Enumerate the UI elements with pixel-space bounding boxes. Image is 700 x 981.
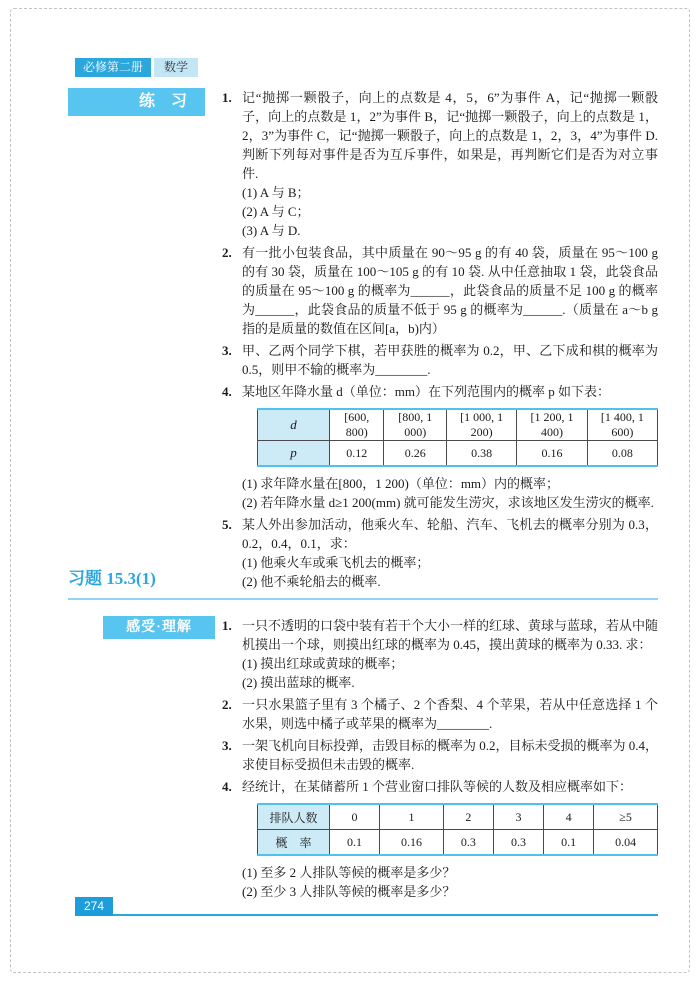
problem-number: 2. xyxy=(222,697,232,712)
problem-text: 有一批小包装食品，其中质量在 90～95 g 的有 40 袋，质量在 95～100 g 的有 30 袋，质量在 100～105 g 的有 10 袋. 从中任意抽取 1 袋，此袋食品的质量在 95～100 g 的概率为______，此袋食品的质量不足 100 g 的概率为______，此袋食品的质量不低于 95 g 的概率为______.（质量在 a～b g 指的是质量的数值在区间[a，b)内） xyxy=(242,245,658,336)
problem-number: 3. xyxy=(222,343,232,358)
series-badge: 必修第二册 xyxy=(75,58,151,77)
table-cell: 3 xyxy=(493,804,543,830)
table-row-header: d xyxy=(258,409,330,441)
problem-item xyxy=(222,616,658,692)
problem-text: 经统计，在某储蓄所 1 个营业窗口排队等候的人数及相应概率如下： xyxy=(242,779,633,794)
table-row-header: 概 率 xyxy=(258,830,330,856)
problem-item xyxy=(222,243,658,338)
table-cell: 0.38 xyxy=(447,441,517,467)
problem-body xyxy=(242,777,658,901)
page-footer xyxy=(75,897,658,916)
table-row-header: p xyxy=(258,441,330,467)
table-cell: 0.16 xyxy=(517,441,587,467)
footer-rule xyxy=(113,914,658,916)
exercise-row xyxy=(68,616,658,904)
table-cell: [1 400, 1 600) xyxy=(587,409,657,441)
problem-body xyxy=(242,341,658,379)
table-cell: [1 000, 1 200) xyxy=(447,409,517,441)
table-cell: 0 xyxy=(330,804,380,830)
problem-text: (1) 至多 2 人排队等候的概率是多少？ xyxy=(242,865,456,880)
table-row xyxy=(258,441,658,467)
practice-section-label: 练 习 xyxy=(68,88,205,116)
exercise-label-column xyxy=(68,616,215,904)
problem-body xyxy=(242,382,658,512)
problem-body xyxy=(242,243,658,338)
problem-text: 一架飞机向目标投弹，击毁目标的概率为 0.2，目标未受损的概率为 0.4，求使目标受损但未击毁的概率. xyxy=(242,738,659,772)
problem-text: (1) A 与 B； xyxy=(242,185,310,200)
table-cell: ≥5 xyxy=(594,804,658,830)
problem-text: 甲、乙两个同学下棋，若甲获胜的概率为 0.2，甲、乙下成和棋的概率为 0.5，则甲不输的概率为________. xyxy=(242,343,658,377)
subject-badge: 数学 xyxy=(154,58,198,77)
table-cell: 0.3 xyxy=(493,830,543,856)
table-cell: 0.1 xyxy=(330,830,380,856)
problem-item xyxy=(222,695,658,733)
table-cell: 0.08 xyxy=(587,441,657,467)
rainfall-probability-table xyxy=(257,408,658,467)
practice-label-column xyxy=(68,88,205,116)
problem-item xyxy=(222,777,658,901)
problem-number: 1. xyxy=(222,618,232,633)
problem-text: (3) A 与 D. xyxy=(242,223,301,238)
table-cell: [800, 1 000) xyxy=(384,409,447,441)
page-number: 274 xyxy=(75,897,113,916)
problem-item xyxy=(222,88,658,240)
problem-number: 2. xyxy=(222,245,232,260)
problem-item xyxy=(222,382,658,512)
problem-number: 4. xyxy=(222,384,232,399)
problem-text: 一只不透明的口袋中装有若干个大小一样的红球、黄球与蓝球，若从中随机摸出一个球，则摸出红球的概率为 0.45，摸出黄球的概率为 0.33. 求： xyxy=(242,618,659,652)
problem-text: (1) 摸出红球或黄球的概率； xyxy=(242,656,404,671)
table-cell: [600, 800) xyxy=(330,409,384,441)
problem-text: (2) 至少 3 人排队等候的概率是多少？ xyxy=(242,884,456,899)
queue-probability-table xyxy=(257,803,658,856)
problem-body xyxy=(242,736,658,774)
table-cell: 1 xyxy=(380,804,444,830)
problem-text: 某人外出参加活动，他乘火车、轮船、汽车、飞机去的概率分别为 0.3，0.2，0.4，0.1，求： xyxy=(242,517,658,551)
exercise-sublabel: 感受·理解 xyxy=(103,616,215,639)
page-header-badges xyxy=(75,58,198,77)
problem-body xyxy=(242,616,658,692)
problem-text: 一只水果篮子里有 3 个橘子、2 个香梨、4 个苹果，若从中任意选择 1 个水果，则选中橘子或苹果的概率为________. xyxy=(242,697,658,731)
table-cell: 0.1 xyxy=(544,830,594,856)
problem-text: (2) A 与 C； xyxy=(242,204,310,219)
problem-number: 5. xyxy=(222,517,232,532)
problem-number: 3. xyxy=(222,738,232,753)
table-cell: 0.04 xyxy=(594,830,658,856)
problem-body xyxy=(242,88,658,240)
table-cell: 2 xyxy=(443,804,493,830)
problem-text: 某地区年降水量 d（单位：mm）在下列范围内的概率 p 如下表： xyxy=(242,384,610,399)
table-cell: 0.26 xyxy=(384,441,447,467)
problem-number: 4. xyxy=(222,779,232,794)
problem-item xyxy=(222,341,658,379)
table-cell: 0.12 xyxy=(330,441,384,467)
problem-text: (1) 他乘火车或乘飞机去的概率； xyxy=(242,555,430,570)
table-cell: 4 xyxy=(544,804,594,830)
practice-problems xyxy=(222,88,658,594)
problem-text: (2) 若年降水量 d≥1 200(mm) 就可能发生涝灾，求该地区发生涝灾的概率. xyxy=(242,495,654,510)
problem-text: (2) 摸出蓝球的概率. xyxy=(242,675,355,690)
practice-section xyxy=(68,88,658,594)
problem-text: (1) 求年降水量在[800，1 200)（单位：mm）内的概率； xyxy=(242,476,560,491)
table-cell: 0.16 xyxy=(380,830,444,856)
table-cell: 0.3 xyxy=(443,830,493,856)
table-row-header: 排队人数 xyxy=(258,804,330,830)
problem-text: (2) 他不乘轮船去的概率. xyxy=(242,574,381,589)
table-row xyxy=(258,804,658,830)
exercise-heading: 习题 15.3(1) xyxy=(68,564,658,600)
problem-number: 1. xyxy=(222,90,232,105)
table-row xyxy=(258,830,658,856)
exercise-section xyxy=(68,564,658,904)
problem-text: 记“抛掷一颗骰子，向上的点数是 4，5，6”为事件 A，记“抛掷一颗骰子，向上的点数是 1，2”为事件 B，记“抛掷一颗骰子，向上的点数是 1，2，3”为事件 C，记“抛掷一颗骰子，向上的点数是 1，2，3，4”为事件 D. 判断下列每对事件是否为互斥事件，如果是，再判断它们是否为对立事件. xyxy=(242,90,658,181)
table-row xyxy=(258,409,658,441)
table-cell: [1 200, 1 400) xyxy=(517,409,587,441)
problem-item xyxy=(222,736,658,774)
exercise-problems xyxy=(222,616,658,904)
problem-body xyxy=(242,695,658,733)
